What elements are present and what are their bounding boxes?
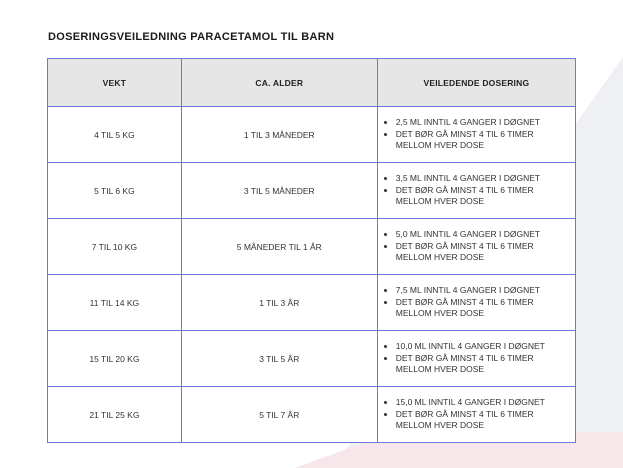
dose-amount: • 10,0 ML INNTIL 4 GANGER I DØGNET <box>396 341 569 353</box>
cell-weight: 21 TIL 25 KG <box>48 387 182 443</box>
cell-age: 3 TIL 5 MÅNEDER <box>181 163 377 219</box>
cell-weight: 7 TIL 10 KG <box>48 219 182 275</box>
table-body <box>48 107 576 443</box>
dose-interval-cont: MELLOM HVER DOSE <box>395 140 485 151</box>
dose-interval-cont: MELLOM HVER DOSE <box>395 420 485 431</box>
dose-interval: • DET BØR GÅ MINST 4 TIL 6 TIMER <box>396 297 569 309</box>
cell-weight: 4 TIL 5 KG <box>48 107 182 163</box>
cell-dose <box>377 331 575 387</box>
cell-dose <box>377 219 575 275</box>
cell-age: 1 TIL 3 ÅR <box>181 275 377 331</box>
dose-list <box>382 173 569 208</box>
dose-interval-cont: MELLOM HVER DOSE <box>395 196 485 207</box>
cell-age: 3 TIL 5 ÅR <box>181 331 377 387</box>
dose-amount: • 2,5 ML INNTIL 4 GANGER I DØGNET <box>396 117 569 129</box>
dose-amount: • 5,0 ML INNTIL 4 GANGER I DØGNET <box>396 229 569 241</box>
dose-interval: • DET BØR GÅ MINST 4 TIL 6 TIMER <box>396 129 569 141</box>
table-row <box>48 331 576 387</box>
header-dose: VEILEDENDE DOSERING <box>377 59 575 107</box>
dose-interval-cont: MELLOM HVER DOSE <box>395 364 485 375</box>
table-row <box>48 219 576 275</box>
cell-dose <box>377 275 575 331</box>
cell-dose <box>377 163 575 219</box>
cell-weight: 11 TIL 14 KG <box>48 275 182 331</box>
header-age: CA. ALDER <box>181 59 377 107</box>
table-row <box>48 387 576 443</box>
dose-list <box>382 341 569 376</box>
dose-amount: • 7,5 ML INNTIL 4 GANGER I DØGNET <box>396 285 569 297</box>
dosage-table <box>47 58 576 443</box>
cell-age: 5 TIL 7 ÅR <box>181 387 377 443</box>
header-weight: VEKT <box>48 59 182 107</box>
dose-list <box>382 397 569 432</box>
page-title: DOSERINGSVEILEDNING PARACETAMOL TIL BARN <box>48 31 335 43</box>
cell-age: 5 MÅNEDER TIL 1 ÅR <box>181 219 377 275</box>
cell-dose <box>377 387 575 443</box>
dose-amount: • 15,0 ML INNTIL 4 GANGER I DØGNET <box>396 397 569 409</box>
dose-interval-cont: MELLOM HVER DOSE <box>395 252 485 263</box>
cell-dose <box>377 107 575 163</box>
table-row <box>48 275 576 331</box>
dose-interval: • DET BØR GÅ MINST 4 TIL 6 TIMER <box>396 353 569 365</box>
table-header <box>48 59 576 107</box>
dose-interval: • DET BØR GÅ MINST 4 TIL 6 TIMER <box>396 241 569 253</box>
cell-weight: 5 TIL 6 KG <box>48 163 182 219</box>
table-row <box>48 107 576 163</box>
cell-weight: 15 TIL 20 KG <box>48 331 182 387</box>
dose-interval: • DET BØR GÅ MINST 4 TIL 6 TIMER <box>396 409 569 421</box>
dose-list <box>382 229 569 264</box>
dose-interval: • DET BØR GÅ MINST 4 TIL 6 TIMER <box>396 185 569 197</box>
table-row <box>48 163 576 219</box>
dose-amount: • 3,5 ML INNTIL 4 GANGER I DØGNET <box>396 173 569 185</box>
header-row <box>48 59 576 107</box>
cell-age: 1 TIL 3 MÅNEDER <box>181 107 377 163</box>
dose-list <box>382 285 569 320</box>
dose-interval-cont: MELLOM HVER DOSE <box>395 308 485 319</box>
dose-list <box>382 117 569 152</box>
